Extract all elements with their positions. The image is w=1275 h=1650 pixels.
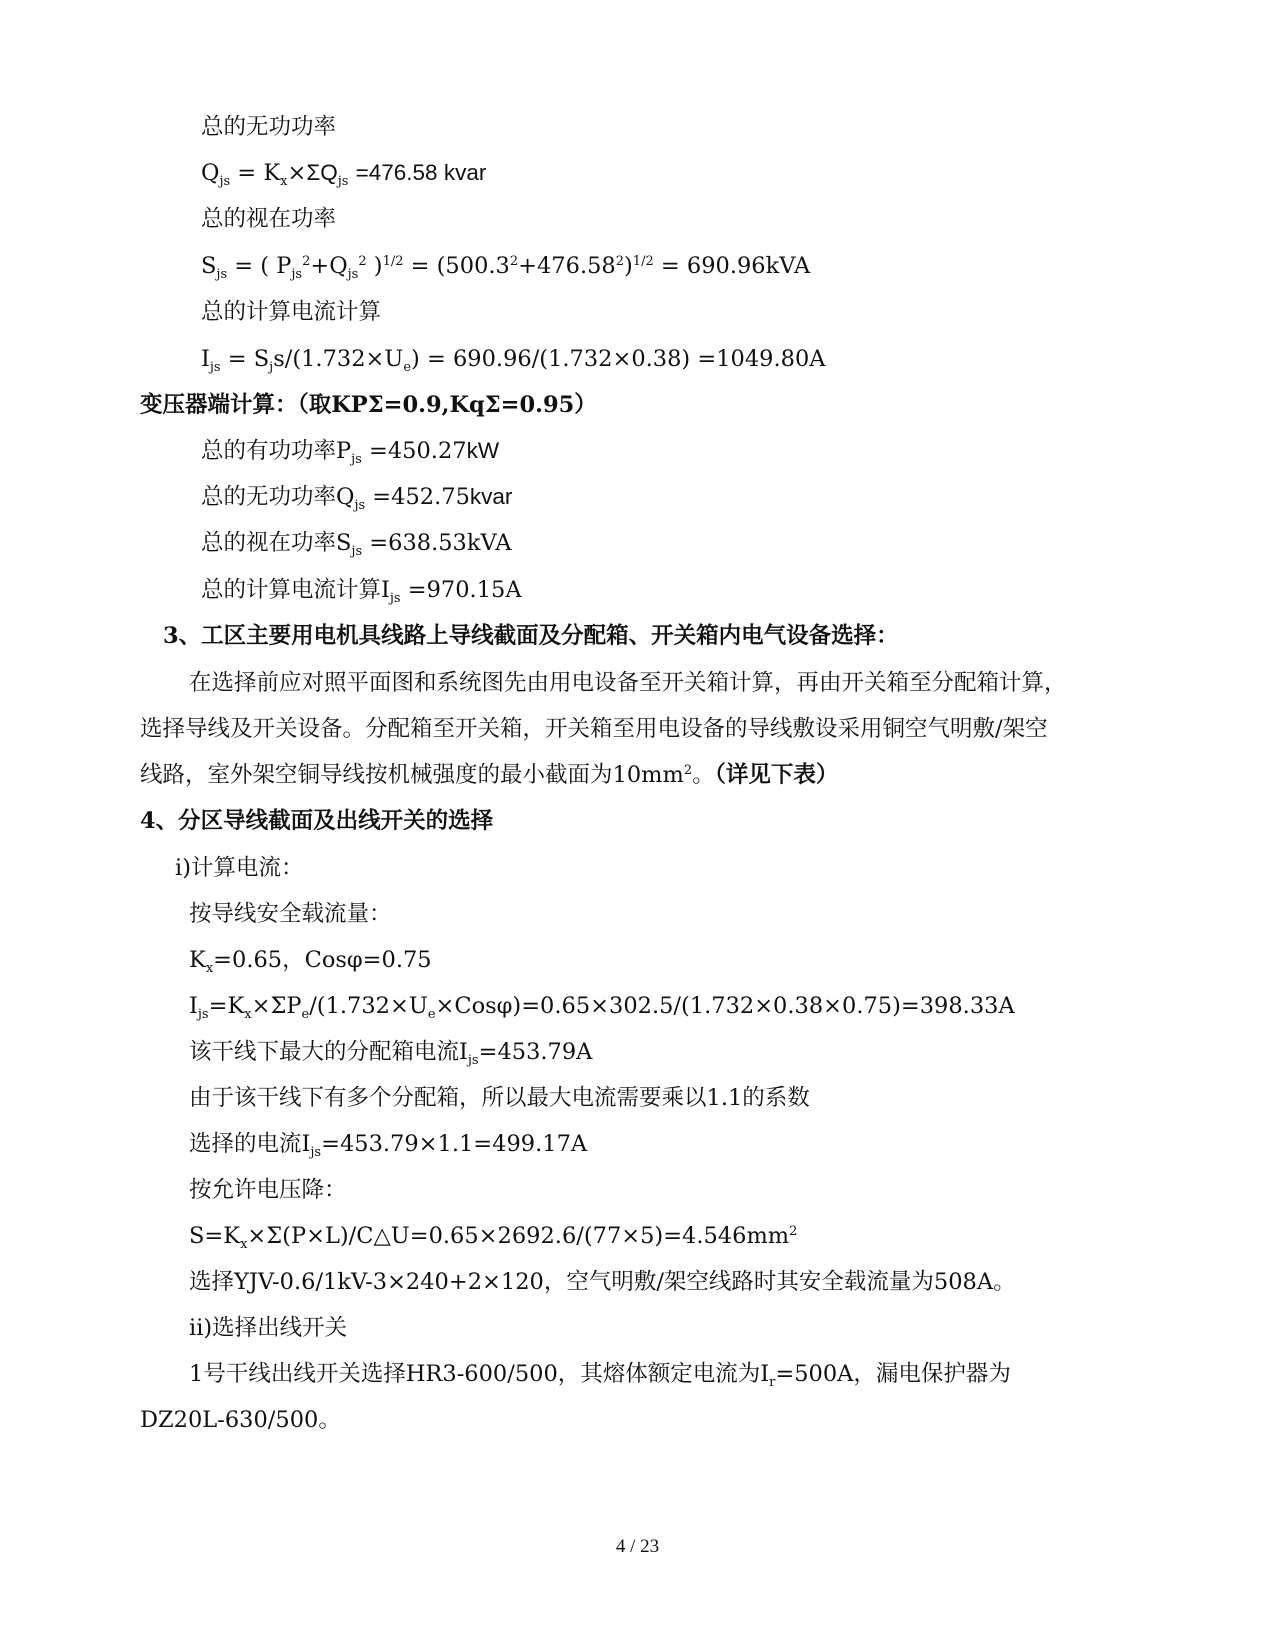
sub-heading-i: i)计算电流： xyxy=(175,855,304,881)
max-box-current: 该干线下最大的分配箱电流$I_{js}=453.79A$ xyxy=(189,1039,593,1068)
section-area-formula: $S=K_x\times\Sigma(P\times L)/C\triangle U=0.65\times 2692.6/(77\times 5)=4.546mm^2$ xyxy=(189,1223,798,1252)
section-3-para-line-3: 线路，室外架空铜导线按机械强度的最小截面为$10mm^2$。（详见下表） xyxy=(140,762,839,788)
cable-selection: 选择YJV-0.6/1kV-3×240+2×120，空气明敷/架空线路时其安全载流量为508A。 xyxy=(189,1269,1016,1295)
transformer-apparent: 总的视在功率$S_{js} =638.53kVA$ xyxy=(201,530,512,559)
switch-selection-line-2: DZ20L-630/500。 xyxy=(140,1407,341,1433)
transformer-heading: 变压器端计算：（取KPΣ=0.9,KqΣ=0.95） xyxy=(140,392,597,418)
coefficient-note: 由于该干线下有多个分配箱，所以最大电流需要乘以1.1的系数 xyxy=(189,1085,810,1111)
section-3-para-line-1: 在选择前应对照平面图和系统图先由用电设备至开关箱计算，再由开关箱至分配箱计算， xyxy=(189,670,1067,696)
section-4-heading: 4、分区导线截面及出线开关的选择 xyxy=(140,808,494,834)
total-current-formula: $I_{js} = S_js/(1.732\times U_e) = 690.96/(1.732\times 0.38) =1049.80A$ xyxy=(201,346,826,375)
switch-selection-line-1: 1号干线出线开关选择HR3-600/500，其熔体额定电流为$I_r=500A$，漏电保护器为 xyxy=(189,1361,1011,1390)
kx-cos-values: $K_x=0.65$，Cosφ=0.75 xyxy=(189,947,432,976)
total-reactive-formula: $Q_{js} = K_x\times\Sigma Q_{js} =476.58$ kvar xyxy=(201,160,487,189)
total-apparent-title: 总的视在功率 xyxy=(201,206,337,232)
total-current-title: 总的计算电流计算 xyxy=(201,299,382,325)
page-number: 4 / 23 xyxy=(615,1536,660,1557)
total-apparent-formula: $S_{js}$ = ( $P_{js}^2+Q_{js}^2$ )$^{1/2} = (500.3^2+476.58^2)^{1/2} = 690.96kVA$ xyxy=(201,253,811,282)
ijs-formula: $I_{js}=K_x\times\Sigma P_e/(1.732\times U_e\times Cos\varphi)=0.65\times 302.5/(1.732\times 0.38\times 0.75)=398.33A$ xyxy=(189,993,1015,1022)
transformer-active: 总的有功功率$P_{js} =450.27kW$ xyxy=(201,438,500,467)
transformer-current: 总的计算电流计算$I_{js} =970.15A$ xyxy=(201,577,522,606)
total-reactive-title: 总的无功功率 xyxy=(201,114,337,140)
section-3-heading: 3、工区主要用电机具线路上导线截面及分配箱、开关箱内电气设备选择： xyxy=(163,623,899,649)
safe-current-label: 按导线安全载流量： xyxy=(189,901,392,927)
section-3-para-line-2: 选择导线及开关设备。分配箱至开关箱，开关箱至用电设备的导线敷设采用铜空气明敷/架空 xyxy=(140,716,1048,742)
transformer-reactive: 总的无功功率$Q_{js}$ =452.75kvar xyxy=(201,484,513,513)
selected-current: 选择的电流$I_{js}=453.79\times 1.1=499.17A$ xyxy=(189,1131,588,1160)
sub-heading-ii: ii)选择出线开关 xyxy=(189,1315,348,1341)
voltage-drop-label: 按允许电压降： xyxy=(189,1177,347,1203)
